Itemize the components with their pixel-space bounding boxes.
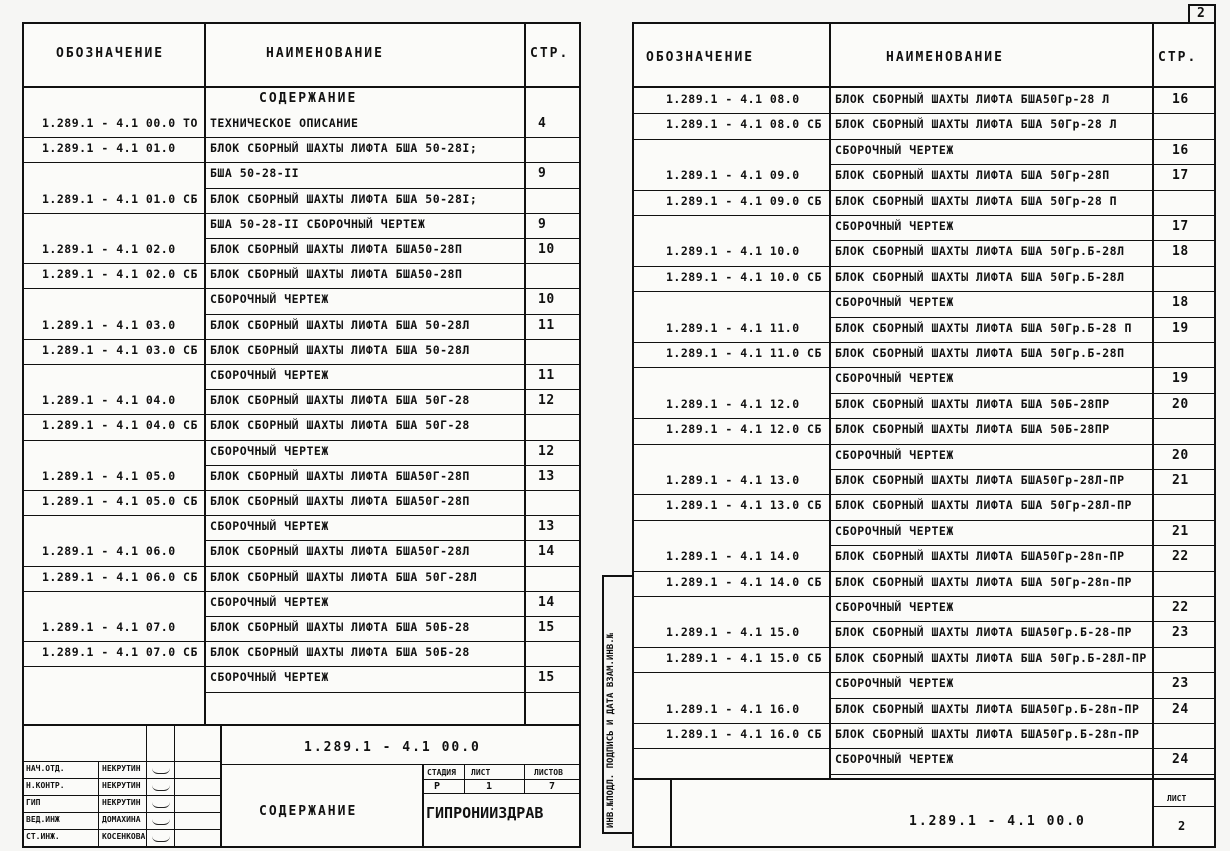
table-row-line xyxy=(829,698,1214,699)
row-name: БЛОК СБОРНЫЙ ШАХТЫ ЛИФТА БША50-28П xyxy=(210,267,463,282)
row-name: БЛОК СБОРНЫЙ ШАХТЫ ЛИФТА БША50-28П xyxy=(210,242,463,256)
row-code: 1.289.1 - 4.1 14.0 xyxy=(666,549,800,564)
table-row-line xyxy=(24,440,579,441)
row-page: 13 xyxy=(538,468,555,484)
row-page: 15 xyxy=(538,670,555,686)
row-name: СБОРОЧНЫЙ ЧЕРТЕЖ xyxy=(210,594,329,609)
row-name: БЛОК СБОРНЫЙ ШАХТЫ ЛИФТА БША50Гр.Б-28-ПР xyxy=(835,625,1132,640)
row-name: СБОРОЧНЫЙ ЧЕРТЕЖ xyxy=(210,519,329,534)
staff-row-line xyxy=(24,829,220,830)
row-page: 14 xyxy=(538,594,555,610)
staff-row-line xyxy=(24,812,220,813)
side-stamp-text: ИНВ.№ПОДЛ. ПОДПИСЬ И ДАТА ВЗАМ.ИНВ.№ xyxy=(606,632,616,828)
row-code: 1.289.1 - 4.1 01.0 СБ xyxy=(42,191,198,206)
row-name: СБОРОЧНЫЙ ЧЕРТЕЖ xyxy=(835,371,954,386)
signature xyxy=(152,768,170,774)
row-page: 9 xyxy=(538,166,547,182)
table-row-line xyxy=(204,692,579,693)
row-code: 1.289.1 - 4.1 13.0 СБ xyxy=(666,498,822,513)
table-row-line xyxy=(634,342,1214,343)
staff-role: НАЧ.ОТД. xyxy=(26,764,65,773)
row-page: 20 xyxy=(1172,447,1189,463)
staff-row-line xyxy=(24,761,220,762)
row-name: СБОРОЧНЫЙ ЧЕРТЕЖ xyxy=(210,292,329,307)
row-code: 1.289.1 - 4.1 15.0 xyxy=(666,625,800,640)
staff-name: НЕКРУТИН xyxy=(102,764,141,773)
row-name: БЛОК СБОРНЫЙ ШАХТЫ ЛИФТА БША 50Гр-28П xyxy=(835,168,1110,183)
row-name: СБОРОЧНЫЙ ЧЕРТЕЖ xyxy=(835,752,954,767)
left-titleblock-staff xyxy=(24,761,220,846)
table-row-line xyxy=(634,723,1214,724)
row-name: БЛОК СБОРНЫЙ ШАХТЫ ЛИФТА БША50Г-28Л xyxy=(210,544,470,559)
row-name: СБОРОЧНЫЙ ЧЕРТЕЖ xyxy=(835,676,954,691)
signature xyxy=(152,836,170,842)
table-row-line xyxy=(24,137,579,138)
table-row-line xyxy=(634,139,1214,140)
staff-name: КОСЕНКОВА xyxy=(102,832,146,841)
table-row-line xyxy=(829,393,1214,394)
table-row-line xyxy=(204,616,579,617)
table-row-line xyxy=(634,647,1214,648)
row-page: 22 xyxy=(1172,600,1189,615)
row-name: ТЕХНИЧЕСКОЕ ОПИСАНИЕ xyxy=(210,116,359,130)
right-sheet xyxy=(632,22,1216,848)
row-code: 1.289.1 - 4.1 06.0 xyxy=(42,544,176,559)
sheet-value: 1 xyxy=(486,781,493,792)
right-titleblock-top xyxy=(634,778,1214,780)
table-row-line xyxy=(634,494,1214,495)
right-sheet-value: 2 xyxy=(1178,819,1187,833)
row-page: 23 xyxy=(1172,676,1189,692)
row-code: 1.289.1 - 4.1 13.0 xyxy=(666,473,800,487)
row-name: БЛОК СБОРНЫЙ ШАХТЫ ЛИФТА БША50Гр-28п-ПР xyxy=(835,549,1125,564)
left-col-divider-1 xyxy=(204,24,206,724)
left-section-title: СОДЕРЖАНИЕ xyxy=(259,91,358,106)
row-name: БЛОК СБОРНЫЙ ШАХТЫ ЛИФТА БША 50Б-28 xyxy=(210,620,470,634)
row-code: 1.289.1 - 4.1 14.0 СБ xyxy=(666,574,822,589)
org-name: ГИПРОНИИЗДРАВ xyxy=(426,804,544,822)
row-code: 1.289.1 - 4.1 03.0 СБ xyxy=(42,342,198,357)
stage-line xyxy=(422,779,579,780)
table-row-line xyxy=(24,364,579,365)
row-name: БША 50-28-II СБОРОЧНЫЙ ЧЕРТЕЖ xyxy=(210,216,426,231)
row-name: БЛОК СБОРНЫЙ ШАХТЫ ЛИФТА БША 50Гр-28Л-ПР xyxy=(835,498,1132,513)
table-row-line xyxy=(634,672,1214,673)
row-page: 19 xyxy=(1172,371,1189,387)
row-name: БЛОК СБОРНЫЙ ШАХТЫ ЛИФТА БША50Гр-28 Л xyxy=(835,92,1110,106)
table-row-line xyxy=(829,545,1214,546)
table-row-line xyxy=(24,213,579,214)
table-row-line xyxy=(634,291,1214,292)
row-name: СБОРОЧНЫЙ ЧЕРТЕЖ xyxy=(835,523,954,538)
row-name: БЛОК СБОРНЫЙ ШАХТЫ ЛИФТА БША 50Гр-28 П xyxy=(835,193,1118,208)
table-row-line xyxy=(204,389,579,390)
row-name: БЛОК СБОРНЫЙ ШАХТЫ ЛИФТА БША 50Б-28 xyxy=(210,645,470,660)
table-row-line xyxy=(204,238,579,239)
row-name: БЛОК СБОРНЫЙ ШАХТЫ ЛИФТА БША 50Б-28ПР xyxy=(835,422,1110,437)
titleblock-div-5 xyxy=(422,764,424,846)
row-page: 17 xyxy=(1172,219,1189,234)
signature xyxy=(152,802,170,808)
table-row-line xyxy=(634,367,1214,368)
sheet-label: ЛИСТ xyxy=(471,768,491,777)
table-row-line xyxy=(24,414,579,415)
table-row-line xyxy=(24,591,579,592)
row-code: 1.289.1 - 4.1 16.0 xyxy=(666,701,800,716)
row-code: 1.289.1 - 4.1 01.0 xyxy=(42,141,176,156)
row-page: 22 xyxy=(1172,549,1189,565)
row-name: БЛОК СБОРНЫЙ ШАХТЫ ЛИФТА БША 50Гр.Б-28Л xyxy=(835,269,1125,284)
left-sheet xyxy=(22,22,581,848)
table-row-line xyxy=(829,164,1214,165)
row-page: 24 xyxy=(1172,752,1189,768)
left-header-line xyxy=(24,86,579,88)
staff-name: НЕКРУТИН xyxy=(102,798,141,807)
table-row-line xyxy=(204,465,579,466)
row-code: 1.289.1 - 4.1 15.0 СБ xyxy=(666,650,822,665)
table-row-line xyxy=(24,566,579,567)
staff-role: Н.КОНТР. xyxy=(26,781,65,790)
row-code: 1.289.1 - 4.1 12.0 СБ xyxy=(666,422,822,437)
titleblock-div-1 xyxy=(220,724,222,846)
table-row-line xyxy=(829,317,1214,318)
row-code: 1.289.1 - 4.1 02.0 СБ xyxy=(42,267,198,282)
staff-role: ВЕД.ИНЖ xyxy=(26,815,60,824)
table-row-line xyxy=(204,188,579,189)
left-doc-title: СОДЕРЖАНИЕ xyxy=(259,804,358,819)
sheets-value: 7 xyxy=(549,781,556,792)
row-code: 1.289.1 - 4.1 07.0 xyxy=(42,620,176,634)
row-name: БЛОК СБОРНЫЙ ШАХТЫ ЛИФТА БША 50-28I; xyxy=(210,141,478,156)
row-page: 24 xyxy=(1172,701,1189,717)
row-code: 1.289.1 - 4.1 00.0 ТО xyxy=(42,116,198,130)
row-name: СБОРОЧНЫЙ ЧЕРТЕЖ xyxy=(835,295,954,310)
table-row-line xyxy=(634,748,1214,749)
staff-row-line xyxy=(24,795,220,796)
row-name: БЛОК СБОРНЫЙ ШАХТЫ ЛИФТА БША 50Г-28 xyxy=(210,393,470,408)
table-row-line xyxy=(24,490,579,491)
row-page: 12 xyxy=(538,443,555,459)
left-header-name: НАИМЕНОВАНИЕ xyxy=(266,46,384,61)
row-name: БЛОК СБОРНЫЙ ШАХТЫ ЛИФТА БША 50-28I; xyxy=(210,191,478,206)
table-row-line xyxy=(24,666,579,667)
row-page: 4 xyxy=(538,116,547,131)
row-page: 11 xyxy=(538,368,555,383)
table-row-line xyxy=(829,774,1214,775)
row-page: 13 xyxy=(538,519,555,535)
row-name: БЛОК СБОРНЫЙ ШАХТЫ ЛИФТА БША 50Гр-28п-ПР xyxy=(835,574,1132,589)
right-header-code: ОБОЗНАЧЕНИЕ xyxy=(646,50,755,65)
table-row-line xyxy=(204,540,579,541)
staff-role: СТ.ИНЖ. xyxy=(26,832,60,841)
row-page: 10 xyxy=(538,292,555,308)
table-row-line xyxy=(24,641,579,642)
row-name: БЛОК СБОРНЫЙ ШАХТЫ ЛИФТА БША50Г-28П xyxy=(210,494,470,508)
titleblock-div-3 xyxy=(146,724,147,846)
row-page: 10 xyxy=(538,242,555,257)
row-page: 16 xyxy=(1172,142,1189,158)
table-row-line xyxy=(634,266,1214,267)
stage-line-2 xyxy=(422,793,579,794)
table-row-line xyxy=(634,444,1214,445)
row-name: БЛОК СБОРНЫЙ ШАХТЫ ЛИФТА БША50Гр-28Л-ПР xyxy=(835,473,1125,487)
row-page: 12 xyxy=(538,393,555,409)
staff-role: ГИП xyxy=(26,798,41,807)
row-name: СБОРОЧНЫЙ ЧЕРТЕЖ xyxy=(835,142,954,157)
right-sheet-label: ЛИСТ xyxy=(1167,794,1187,803)
staff-name: ДОМАХИНА xyxy=(102,815,141,824)
row-page: 11 xyxy=(538,317,555,333)
stage-label: СТАДИЯ xyxy=(427,768,456,777)
row-name: БЛОК СБОРНЫЙ ШАХТЫ ЛИФТА БША 50Гр.Б-28П xyxy=(835,346,1125,360)
row-code: 1.289.1 - 4.1 12.0 xyxy=(666,396,800,411)
row-name: СБОРОЧНЫЙ ЧЕРТЕЖ xyxy=(835,219,954,233)
row-code: 1.289.1 - 4.1 05.0 СБ xyxy=(42,494,198,508)
row-name: БЛОК СБОРНЫЙ ШАХТЫ ЛИФТА БША 50-28Л xyxy=(210,342,470,357)
stage-div-1 xyxy=(464,764,465,793)
right-stamp-div xyxy=(670,778,672,846)
row-code: 1.289.1 - 4.1 05.0 xyxy=(42,468,176,483)
row-name: БЛОК СБОРНЫЙ ШАХТЫ ЛИФТА БША 50Г-28 xyxy=(210,418,470,433)
row-page: 14 xyxy=(538,544,555,560)
row-page: 19 xyxy=(1172,320,1189,336)
row-name: СБОРОЧНЫЙ ЧЕРТЕЖ xyxy=(210,368,329,382)
right-header-name: НАИМЕНОВАНИЕ xyxy=(886,50,1004,65)
row-name: БЛОК СБОРНЫЙ ШАХТЫ ЛИФТА БША50Гр.Б-28п-ПР xyxy=(835,727,1140,741)
row-name: БЛОК СБОРНЫЙ ШАХТЫ ЛИФТА БША 50-28Л xyxy=(210,317,470,332)
row-page: 18 xyxy=(1172,244,1189,260)
table-row-line xyxy=(204,314,579,315)
right-sheet-line xyxy=(1152,806,1214,807)
table-row-line xyxy=(829,621,1214,622)
row-code: 1.289.1 - 4.1 11.0 СБ xyxy=(666,346,822,360)
titleblock-div-2 xyxy=(98,761,99,846)
row-name: БЛОК СБОРНЫЙ ШАХТЫ ЛИФТА БША50Гр.Б-28п-ПР xyxy=(835,701,1140,716)
left-doc-code: 1.289.1 - 4.1 00.0 xyxy=(304,740,481,755)
row-code: 1.289.1 - 4.1 10.0 xyxy=(666,244,800,259)
row-code: 1.289.1 - 4.1 08.0 СБ xyxy=(666,117,822,132)
table-row-line xyxy=(634,190,1214,191)
right-col-divider-1 xyxy=(829,24,831,778)
titleblock-div-4 xyxy=(174,724,175,846)
row-name: БЛОК СБОРНЫЙ ШАХТЫ ЛИФТА БША 50Гр.Б-28Л xyxy=(835,244,1125,259)
row-code: 1.289.1 - 4.1 09.0 СБ xyxy=(666,193,822,208)
row-name: СБОРОЧНЫЙ ЧЕРТЕЖ xyxy=(210,443,329,458)
stage-div-2 xyxy=(524,764,525,793)
staff-row-line xyxy=(24,778,220,779)
row-code: 1.289.1 - 4.1 16.0 СБ xyxy=(666,727,822,741)
table-row-line xyxy=(24,162,579,163)
row-code: 1.289.1 - 4.1 11.0 xyxy=(666,320,800,335)
row-name: СБОРОЧНЫЙ ЧЕРТЕЖ xyxy=(210,670,329,685)
row-page: 18 xyxy=(1172,295,1189,311)
row-name: СБОРОЧНЫЙ ЧЕРТЕЖ xyxy=(835,600,954,614)
table-row-line xyxy=(634,113,1214,114)
row-code: 1.289.1 - 4.1 03.0 xyxy=(42,317,176,332)
row-code: 1.289.1 - 4.1 08.0 xyxy=(666,92,800,106)
row-code: 1.289.1 - 4.1 09.0 xyxy=(666,168,800,183)
row-name: БЛОК СБОРНЫЙ ШАХТЫ ЛИФТА БША50Г-28П xyxy=(210,468,470,483)
left-titleblock-top xyxy=(24,724,579,726)
table-row-line xyxy=(829,240,1214,241)
row-code: 1.289.1 - 4.1 06.0 СБ xyxy=(42,569,198,584)
right-header-line xyxy=(634,86,1214,88)
stage-value: Р xyxy=(434,781,441,792)
row-page: 17 xyxy=(1172,168,1189,184)
row-name: БЛОК СБОРНЫЙ ШАХТЫ ЛИФТА БША 50Б-28ПР xyxy=(835,396,1110,411)
table-row-line xyxy=(24,263,579,264)
table-row-line xyxy=(634,520,1214,521)
row-page: 21 xyxy=(1172,523,1189,539)
table-row-line xyxy=(634,215,1214,216)
signature xyxy=(152,785,170,791)
left-col-divider-2 xyxy=(524,24,526,724)
table-row-line xyxy=(634,596,1214,597)
row-page: 15 xyxy=(538,620,555,635)
table-row-line xyxy=(634,571,1214,572)
row-name: БША 50-28-II xyxy=(210,166,300,181)
row-code: 1.289.1 - 4.1 02.0 xyxy=(42,242,176,256)
table-row-line xyxy=(24,339,579,340)
row-name: СБОРОЧНЫЙ ЧЕРТЕЖ xyxy=(835,447,954,462)
right-col-divider-2 xyxy=(1152,24,1154,846)
row-code: 1.289.1 - 4.1 04.0 xyxy=(42,393,176,408)
sheets-label: ЛИСТОВ xyxy=(534,768,563,777)
row-code: 1.289.1 - 4.1 07.0 СБ xyxy=(42,645,198,660)
row-page: 21 xyxy=(1172,473,1189,488)
row-page: 9 xyxy=(538,216,547,232)
titleblock-code-line xyxy=(220,764,579,765)
row-page: 23 xyxy=(1172,625,1189,641)
row-code: 1.289.1 - 4.1 10.0 СБ xyxy=(666,269,822,284)
row-name: БЛОК СБОРНЫЙ ШАХТЫ ЛИФТА БША 50Гр.Б-28Л-ПР xyxy=(835,650,1147,665)
right-header-page: СТР. xyxy=(1158,50,1198,65)
row-name: БЛОК СБОРНЫЙ ШАХТЫ ЛИФТА БША 50Гр.Б-28 П xyxy=(835,320,1132,335)
table-row-line xyxy=(829,469,1214,470)
row-name: БЛОК СБОРНЫЙ ШАХТЫ ЛИФТА БША 50Гр-28 Л xyxy=(835,117,1118,132)
left-header-code: ОБОЗНАЧЕНИЕ xyxy=(56,46,165,61)
page-number: 2 xyxy=(1197,6,1206,21)
row-code: 1.289.1 - 4.1 04.0 СБ xyxy=(42,418,198,433)
signature xyxy=(152,819,170,825)
row-page: 16 xyxy=(1172,92,1189,107)
row-name: БЛОК СБОРНЫЙ ШАХТЫ ЛИФТА БША 50Г-28Л xyxy=(210,569,478,584)
table-row-line xyxy=(634,418,1214,419)
staff-name: НЕКРУТИН xyxy=(102,781,141,790)
table-row-line xyxy=(24,288,579,289)
right-doc-code: 1.289.1 - 4.1 00.0 xyxy=(909,814,1086,829)
left-header-page: СТР. xyxy=(530,46,570,61)
row-page: 20 xyxy=(1172,396,1189,412)
page-number-box xyxy=(1188,4,1216,24)
table-row-line xyxy=(24,515,579,516)
